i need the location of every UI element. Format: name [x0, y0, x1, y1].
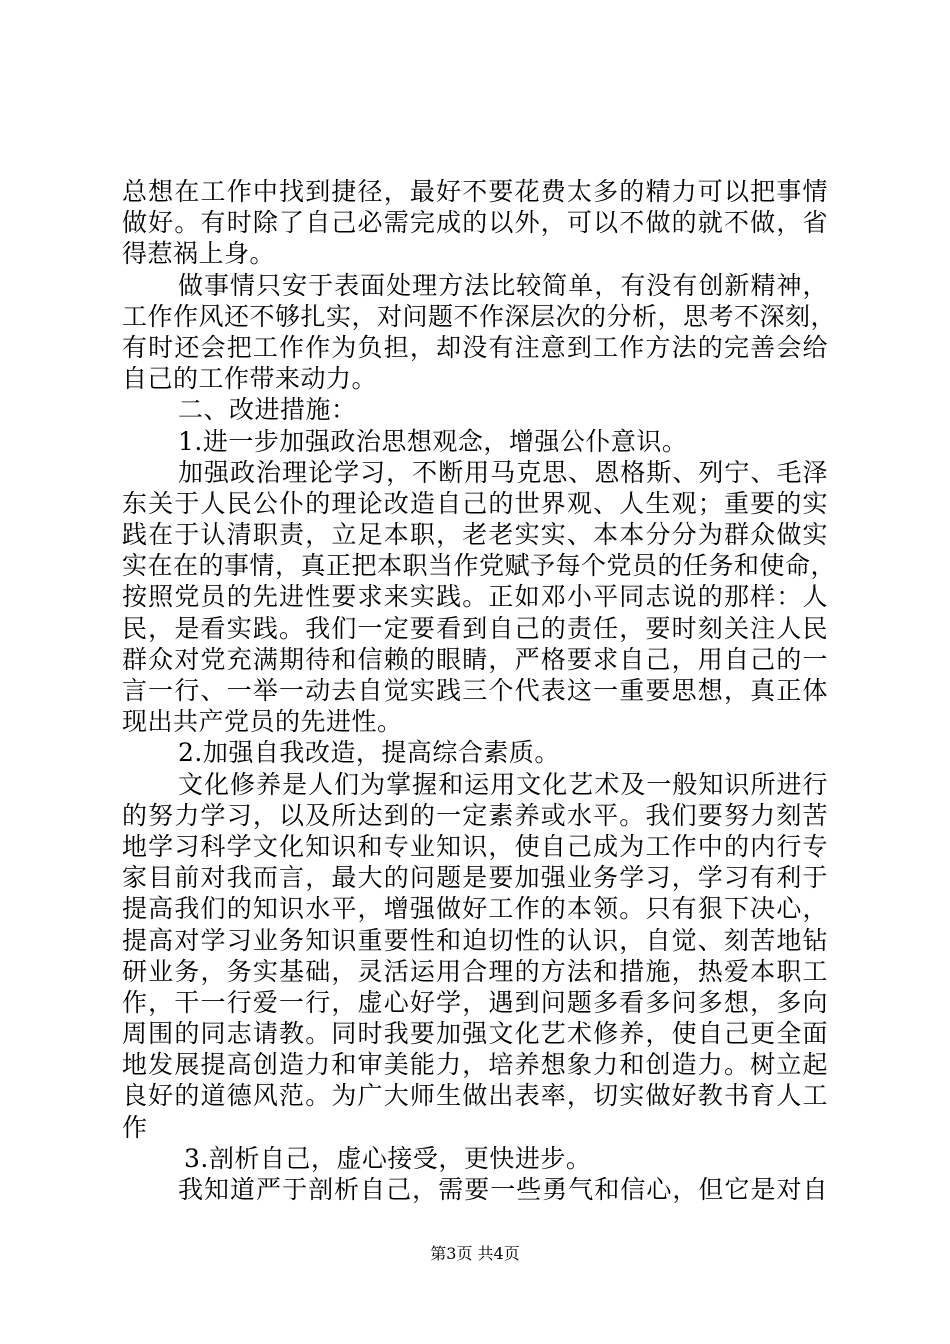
text-line: 地学习科学文化知识和专业知识，使自己成为工作中的内行专	[122, 831, 828, 861]
text-line: 我知道严于剖析自己，需要一些勇气和信心，但它是对自	[178, 1175, 828, 1204]
document-body	[122, 176, 837, 1205]
text-line: 做好。有时除了自己必需完成的以外，可以不做的就不做，省	[122, 208, 828, 238]
text-line: 作，干一行爱一行，虚心好学，遇到问题多看多问多想，多向	[122, 987, 828, 1017]
text-line: 现出共产党员的先进性。	[122, 707, 403, 737]
text-line: 群众对党充满期待和信赖的眼睛，严格要求自己，用自己的一	[122, 644, 828, 674]
subsection-heading: 1.进一步加强政治思想观念，增强公仆意识。	[178, 426, 688, 456]
text-line: 良好的道德风范。为广大师生做出表率，切实做好教书育人工	[122, 1081, 828, 1111]
text-line: 按照党员的先进性要求来实践。正如邓小平同志说的那样：人	[122, 582, 828, 612]
text-line: 总想在工作中找到捷径，最好不要花费太多的精力可以把事情	[122, 177, 828, 206]
text-line: 民，是看实践。我们一定要看到自己的责任，要时刻关注人民	[122, 613, 828, 643]
subsection-heading: 2.加强自我改造，提高综合素质。	[178, 738, 560, 768]
text-line: 文化修养是人们为掌握和运用文化艺术及一般知识所进行	[178, 769, 828, 799]
text-line: 实在在的事情，真正把本职当作党赋予每个党员的任务和使命，	[122, 551, 837, 581]
page-footer	[0, 1244, 950, 1264]
text-line: 做事情只安于表面处理方法比较简单，有没有创新精神，	[178, 270, 828, 300]
text-line: 言一行、一举一动去自觉实践三个代表这一重要思想，真正体	[122, 676, 828, 705]
page-number-label: 第3页 共4页	[430, 1244, 520, 1263]
text-line: 提高对学习业务知识重要性和迫切性的认识，自觉、刻苦地钻	[122, 925, 828, 955]
subsection-heading: 3.剖析自己，虚心接受，更快进步。	[184, 1143, 592, 1173]
text-line: 家目前对我而言，最大的问题是要加强业务学习，学习有利于	[122, 863, 828, 893]
text-line: 有时还会把工作作为负担，却没有注意到工作方法的完善会给	[122, 332, 828, 362]
text-line: 东关于人民公仆的理论改造自己的世界观、人生观；重要的实	[122, 488, 828, 518]
text-line: 自己的工作带来动力。	[122, 364, 378, 394]
section-heading: 二、改进措施：	[178, 395, 357, 425]
text-line: 的努力学习，以及所达到的一定素养或水平。我们要努力刻苦	[122, 800, 828, 830]
text-line: 作	[122, 1112, 148, 1142]
text-line: 践在于认清职责，立足本职，老老实实、本本分分为群众做实	[122, 520, 828, 550]
text-line: 提高我们的知识水平，增强做好工作的本领。只有狠下决心，	[122, 894, 828, 924]
text-line: 地发展提高创造力和审美能力，培养想象力和创造力。树立起	[122, 1050, 828, 1080]
text-line: 周围的同志请教。同时我要加强文化艺术修养，使自己更全面	[122, 1019, 828, 1049]
text-line: 研业务，务实基础，灵活运用合理的方法和措施，热爱本职工	[122, 956, 828, 986]
text-line: 得惹祸上身。	[122, 239, 276, 269]
text-line: 工作作风还不够扎实，对问题不作深层次的分析，思考不深刻，	[122, 301, 837, 331]
text-line: 加强政治理论学习，不断用马克思、恩格斯、列宁、毛泽	[178, 457, 828, 487]
